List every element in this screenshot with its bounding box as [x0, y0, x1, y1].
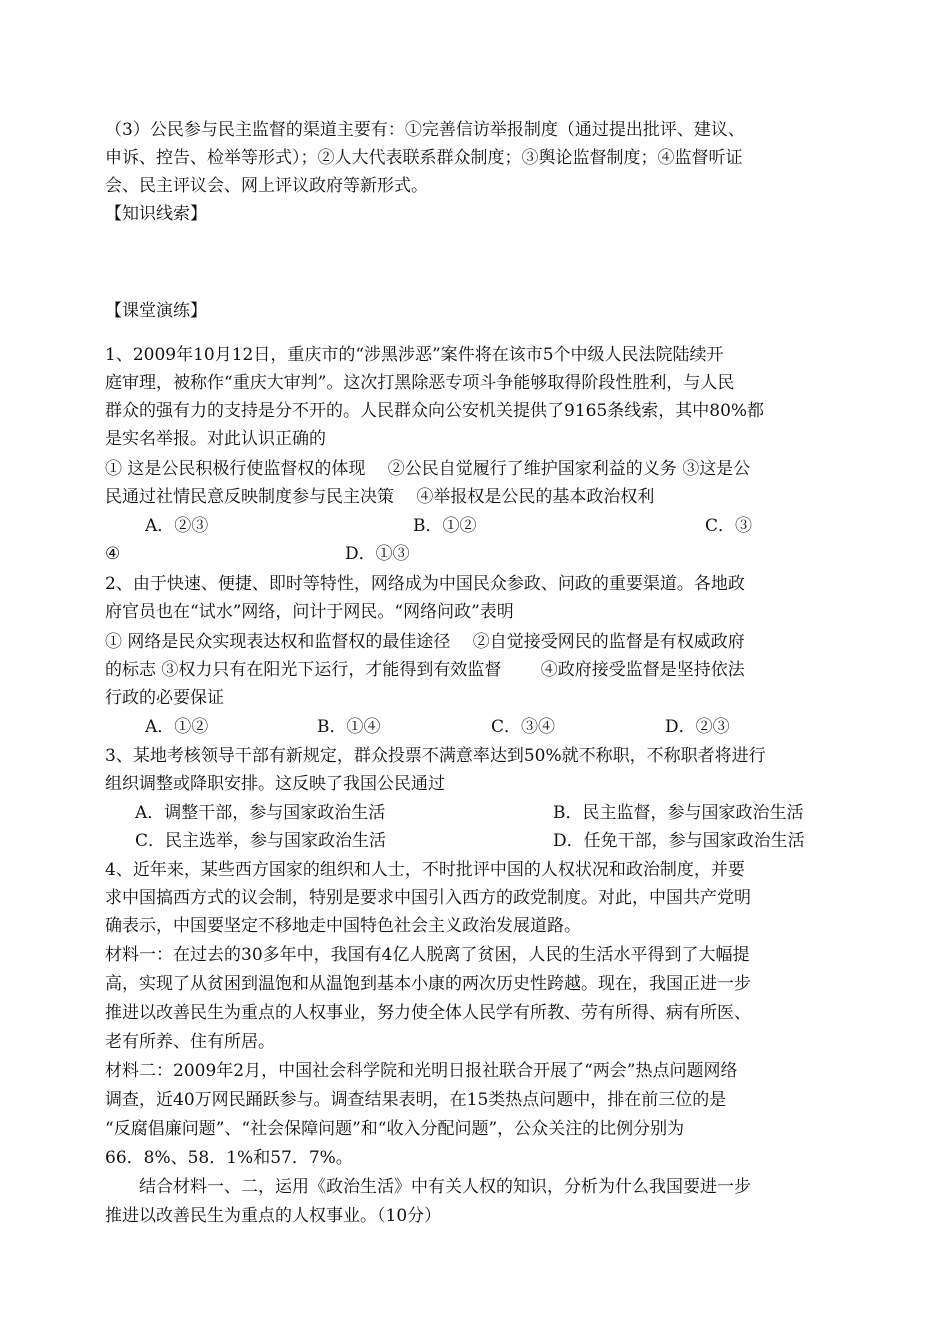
q1-line: ① 这是公民积极行使监督权的体现 ②公民自觉履行了维护国家利益的义务 ③这是公 — [105, 459, 751, 479]
q4-line: 4、近年来，某些西方国家的组织和人士，不时批评中国的人权状况和政治制度，并要 — [105, 860, 745, 880]
q2-option-a: A．①② — [145, 717, 209, 737]
q1-line: 是实名举报。对此认识正确的 — [105, 429, 326, 449]
q2-line: 府官员也在“试水”网络，问计于网民。“网络问政”表明 — [105, 602, 514, 622]
material-two-line: 66．8%、58．1%和57．7%。 — [105, 1148, 353, 1168]
q3-option-a: A．调整干部，参与国家政治生活 — [135, 803, 386, 823]
heading-knowledge: 【知识线索】 — [105, 204, 207, 224]
q3-option-c: C．民主选举，参与国家政治生活 — [135, 831, 387, 851]
heading-practice: 【课堂演练】 — [105, 301, 207, 321]
material-one-line: 高，实现了从贫困到温饱和从温饱到基本小康的两次历史性跨越。现在，我国正进一步 — [105, 974, 751, 994]
q1-option-c: C．③ — [705, 516, 753, 536]
q2-line: 的标志 ③权力只有在阳光下运行，才能得到有效监督 ④政府接受监督是坚持依法 — [105, 660, 745, 680]
material-one-line: 老有所养、住有所居。 — [105, 1032, 275, 1052]
q4-prompt-line: 推进以改善民生为重点的人权事业。（10分） — [105, 1206, 442, 1226]
q3-option-d: D．任免干部，参与国家政治生活 — [553, 831, 805, 851]
q2-option-b: B．①④ — [317, 717, 381, 737]
q1-option-c-cont: ④ — [105, 544, 121, 564]
q1-line: 群众的强有力的支持是分不开的。人民群众向公安机关提供了9165条线索，其中80%都 — [105, 401, 765, 421]
q1-option-d: D．①③ — [345, 544, 410, 564]
q2-option-d: D．②③ — [665, 717, 730, 737]
q4-prompt-line: 结合材料一、二，运用《政治生活》中有关人权的知识，分析为什么我国要进一步 — [105, 1177, 751, 1197]
q1-line: 庭审理，被称作“重庆大审判”。这次打黑除恶专项斗争能够取得阶段性胜利，与人民 — [105, 373, 735, 393]
q1-option-a: A．②③ — [145, 516, 209, 536]
material-two-line: 材料二：2009年2月，中国社会科学院和光明日报社联合开展了“两会”热点问题网络 — [105, 1061, 738, 1081]
q1-line: 1、2009年10月12日，重庆市的“涉黑涉恶”案件将在该市5个中级人民法院陆续开 — [105, 345, 724, 365]
intro-line: （3）公民参与民主监督的渠道主要有：①完善信访举报制度（通过提出批评、建议、 — [105, 120, 745, 140]
q2-line: 行政的必要保证 — [105, 688, 224, 708]
material-one-line: 推进以改善民生为重点的人权事业，努力使全体人民学有所教、劳有所得、病有所医、 — [105, 1003, 751, 1023]
q4-line: 确表示，中国要坚定不移地走中国特色社会主义政治发展道路。 — [105, 916, 581, 936]
q2-option-c: C．③④ — [491, 717, 556, 737]
material-one-line: 材料一：在过去的30多年中，我国有4亿人脱离了贫困，人民的生活水平得到了大幅提 — [105, 945, 750, 965]
q3-line: 3、某地考核领导干部有新规定，群众投票不满意率达到50%就不称职，不称职者将进行 — [105, 746, 766, 766]
intro-line: 申诉、控告、检举等形式）；②人大代表联系群众制度；③舆论监督制度；④监督听证 — [105, 148, 743, 168]
q1-line: 民通过社情民意反映制度参与民主决策 ④举报权是公民的基本政治权利 — [105, 487, 655, 507]
q4-line: 求中国搞西方式的议会制，特别是要求中国引入西方的政党制度。对此，中国共产党明 — [105, 888, 751, 908]
q2-line: ① 网络是民众实现表达权和监督权的最佳途径 ②自觉接受网民的监督是有权威政府 — [105, 632, 745, 652]
material-two-line: 调查，近40万网民踊跃参与。调查结果表明，在15类热点问题中，排在前三位的是 — [105, 1090, 727, 1110]
intro-line: 会、民主评议会、网上评议政府等新形式。 — [105, 176, 428, 196]
q3-line: 组织调整或降职安排。这反映了我国公民通过 — [105, 774, 445, 794]
q2-line: 2、由于快速、便捷、即时等特性，网络成为中国民众参政、问政的重要渠道。各地政 — [105, 574, 745, 594]
material-two-line: “反腐倡廉问题”、“社会保障问题”和“收入分配问题”，公众关注的比例分别为 — [105, 1119, 685, 1139]
q3-option-b: B．民主监督，参与国家政治生活 — [553, 803, 804, 823]
q1-option-b: B．①② — [413, 516, 477, 536]
